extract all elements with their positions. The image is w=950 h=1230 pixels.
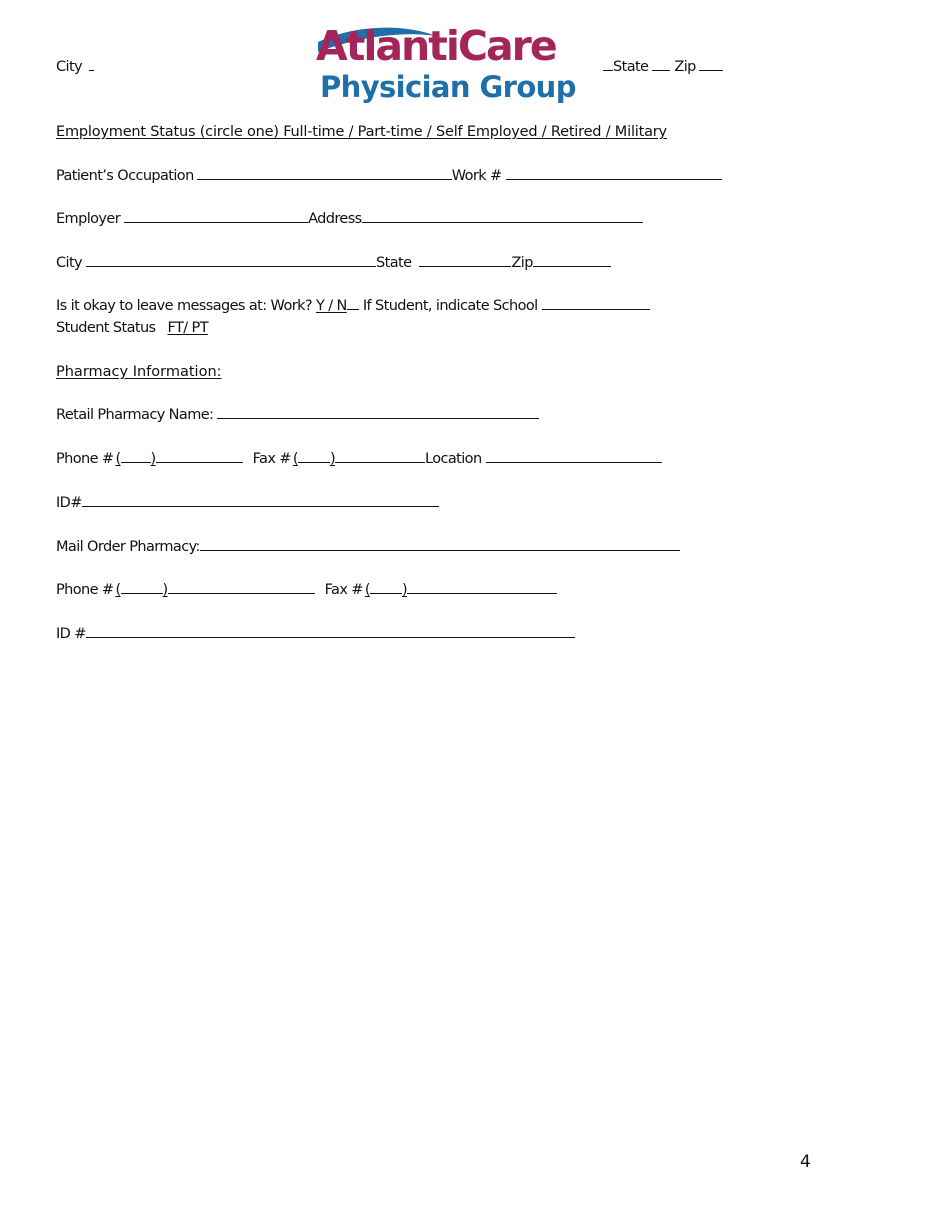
messages-question: Is it okay to leave messages at: Work? — [56, 298, 312, 314]
retail-phone-area-close: ) — [150, 451, 156, 467]
top-state-zip — [603, 58, 723, 76]
retail-phone-area-open: ( — [115, 451, 121, 467]
top-state-field[interactable] — [652, 58, 670, 71]
top-city-label: City — [56, 59, 83, 75]
logo-brand-line — [316, 22, 556, 70]
location-field[interactable] — [486, 450, 662, 463]
mail-fax-area-field[interactable] — [370, 581, 402, 594]
mail-phone-label: Phone # — [56, 582, 114, 598]
address-field[interactable] — [362, 210, 643, 223]
city-label: City — [56, 255, 83, 271]
top-city-field[interactable] — [89, 58, 94, 71]
messages-yn-field[interactable] — [347, 297, 359, 310]
mail-phone-area-open: ( — [115, 582, 121, 598]
work-phone-field[interactable] — [506, 167, 722, 180]
zip-field[interactable] — [533, 254, 611, 267]
address-label: Address — [308, 211, 362, 227]
retail-contact-row — [56, 450, 662, 468]
work-phone-label: Work # — [451, 168, 502, 184]
mail-phone-area-field[interactable] — [121, 581, 163, 594]
retail-id-row — [56, 494, 439, 512]
retail-fax-area-close: ) — [329, 451, 335, 467]
messages-yn-option[interactable]: Y / N — [316, 298, 347, 314]
mail-id-label: ID # — [56, 626, 86, 642]
state-label: State — [376, 255, 412, 271]
school-field[interactable] — [542, 297, 650, 310]
student-status-options[interactable]: FT/ PT — [167, 320, 208, 336]
retail-pharmacy-label: Retail Pharmacy Name: — [56, 407, 214, 423]
retail-fax-area-field[interactable] — [298, 450, 330, 463]
mail-fax-area-open: ( — [364, 582, 370, 598]
occupation-label: Patient’s Occupation — [56, 168, 194, 184]
employer-row — [56, 210, 643, 228]
mail-id-row — [56, 625, 575, 643]
student-status-row — [56, 319, 208, 337]
pharmacy-heading: Pharmacy Information: — [56, 364, 222, 380]
top-zip-label: Zip — [674, 59, 696, 75]
retail-fax-field[interactable] — [335, 450, 425, 463]
retail-pharmacy-field[interactable] — [217, 406, 539, 419]
student-status-label: Student Status — [56, 320, 156, 336]
mail-order-field[interactable] — [200, 538, 680, 551]
top-address-row — [56, 58, 94, 76]
employment-status[interactable]: Employment Status (circle one) Full-time / Part-time / Self Employed / Retired / Military — [56, 124, 667, 140]
mail-phone-area-close: ) — [162, 582, 168, 598]
page-number: 4 — [800, 1152, 811, 1172]
retail-phone-field[interactable] — [156, 450, 243, 463]
mail-phone-field[interactable] — [168, 581, 315, 594]
school-label: If Student, indicate School — [362, 298, 538, 314]
mail-id-field[interactable] — [86, 625, 575, 638]
retail-fax-label: Fax # — [252, 451, 291, 467]
top-state-label: State — [613, 59, 649, 75]
occupation-field[interactable] — [197, 167, 452, 180]
employer-label: Employer — [56, 211, 121, 227]
messages-row — [56, 297, 650, 315]
state-field[interactable] — [419, 254, 511, 267]
location-label: Location — [425, 451, 482, 467]
occupation-row — [56, 167, 722, 185]
logo-sub-line: Physician Group — [320, 70, 576, 104]
retail-id-label: ID# — [56, 495, 82, 511]
retail-fax-area-open: ( — [292, 451, 298, 467]
top-zip-field[interactable] — [699, 58, 723, 71]
mail-fax-area-close: ) — [401, 582, 407, 598]
atlanticare-logo — [316, 22, 592, 110]
city-field[interactable] — [86, 254, 376, 267]
mail-contact-row — [56, 581, 557, 599]
employer-city-row — [56, 254, 611, 272]
mail-fax-field[interactable] — [407, 581, 557, 594]
mail-order-row — [56, 538, 680, 556]
employer-field[interactable] — [124, 210, 308, 223]
retail-phone-label: Phone # — [56, 451, 114, 467]
retail-id-field[interactable] — [82, 494, 439, 507]
mail-order-label: Mail Order Pharmacy: — [56, 539, 200, 555]
retail-phone-area-field[interactable] — [121, 450, 151, 463]
mail-fax-label: Fax # — [324, 582, 363, 598]
retail-pharmacy-row — [56, 406, 539, 424]
logo-brand-text: AtlantiCare — [316, 22, 556, 70]
top-state-pre-field[interactable] — [603, 58, 613, 71]
zip-label: Zip — [511, 255, 533, 271]
